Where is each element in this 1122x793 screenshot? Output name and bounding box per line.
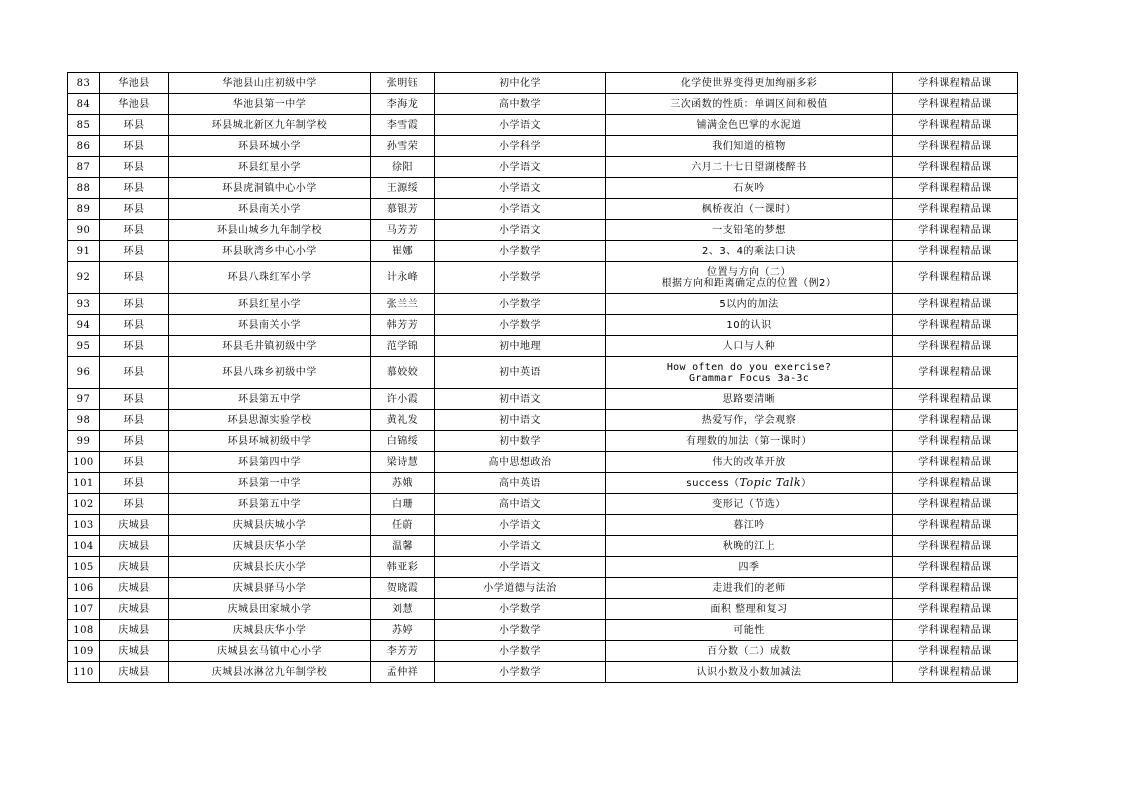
subject-cell: 初中语文 (435, 389, 606, 410)
school-cell: 庆城县驿马小学 (169, 578, 371, 599)
subject-cell: 小学数学 (435, 662, 606, 683)
school-cell: 环县八珠红军小学 (169, 262, 371, 294)
table-body (68, 73, 1018, 683)
row-number-cell: 89 (68, 199, 100, 220)
county-cell: 环县 (100, 357, 169, 389)
course-title-cell: 10的认识 (606, 315, 893, 336)
table-row (68, 431, 1018, 452)
subject-cell: 小学数学 (435, 641, 606, 662)
course-title-cell: 2、3、4的乘法口诀 (606, 241, 893, 262)
row-number-cell: 98 (68, 410, 100, 431)
subject-cell: 小学数学 (435, 315, 606, 336)
row-number-cell: 84 (68, 94, 100, 115)
table-row (68, 199, 1018, 220)
category-cell: 学科课程精品课 (893, 115, 1018, 136)
table-row (68, 73, 1018, 94)
subject-cell: 小学语文 (435, 115, 606, 136)
course-title-cell: 面积 整理和复习 (606, 599, 893, 620)
category-cell: 学科课程精品课 (893, 73, 1018, 94)
course-title-cell: 人口与人种 (606, 336, 893, 357)
table-row (68, 578, 1018, 599)
course-title-cell: 伟大的改革开放 (606, 452, 893, 473)
row-number-cell: 93 (68, 294, 100, 315)
category-cell: 学科课程精品课 (893, 641, 1018, 662)
table-row (68, 557, 1018, 578)
subject-cell: 初中数学 (435, 431, 606, 452)
teacher-cell: 计永峰 (371, 262, 435, 294)
county-cell: 庆城县 (100, 515, 169, 536)
subject-cell: 小学数学 (435, 241, 606, 262)
county-cell: 环县 (100, 410, 169, 431)
county-cell: 环县 (100, 136, 169, 157)
row-number-cell: 100 (68, 452, 100, 473)
county-cell: 环县 (100, 262, 169, 294)
category-cell: 学科课程精品课 (893, 94, 1018, 115)
row-number-cell: 102 (68, 494, 100, 515)
category-cell: 学科课程精品课 (893, 494, 1018, 515)
row-number-cell: 92 (68, 262, 100, 294)
course-title-cell: 认识小数及小数加减法 (606, 662, 893, 683)
row-number-cell: 87 (68, 157, 100, 178)
course-title-cell: 我们知道的植物 (606, 136, 893, 157)
category-cell: 学科课程精品课 (893, 262, 1018, 294)
county-cell: 环县 (100, 220, 169, 241)
teacher-cell: 白珊 (371, 494, 435, 515)
category-cell: 学科课程精品课 (893, 578, 1018, 599)
school-cell: 环县南关小学 (169, 199, 371, 220)
teacher-cell: 张明钰 (371, 73, 435, 94)
course-title-cell: 化学使世界变得更加绚丽多彩 (606, 73, 893, 94)
county-cell: 庆城县 (100, 599, 169, 620)
category-cell: 学科课程精品课 (893, 431, 1018, 452)
subject-cell: 小学数学 (435, 262, 606, 294)
course-title-cell: 可能性 (606, 620, 893, 641)
teacher-cell: 黄礼发 (371, 410, 435, 431)
subject-cell: 小学科学 (435, 136, 606, 157)
teacher-cell: 李芳芳 (371, 641, 435, 662)
course-title-cell: 秋晚的江上 (606, 536, 893, 557)
county-cell: 庆城县 (100, 641, 169, 662)
teacher-cell: 韩芳芳 (371, 315, 435, 336)
course-title-cell: 思路要清晰 (606, 389, 893, 410)
course-title-part: ） (801, 478, 812, 489)
table-row (68, 473, 1018, 494)
teacher-cell: 范学锦 (371, 336, 435, 357)
teacher-cell: 苏娥 (371, 473, 435, 494)
school-cell: 庆城县玄马镇中心小学 (169, 641, 371, 662)
category-cell: 学科课程精品课 (893, 389, 1018, 410)
subject-cell: 小学数学 (435, 599, 606, 620)
subject-cell: 初中地理 (435, 336, 606, 357)
table-row (68, 315, 1018, 336)
category-cell: 学科课程精品课 (893, 515, 1018, 536)
category-cell: 学科课程精品课 (893, 599, 1018, 620)
course-title-cell (606, 473, 893, 494)
table-row (68, 241, 1018, 262)
row-number-cell: 107 (68, 599, 100, 620)
county-cell: 环县 (100, 431, 169, 452)
course-title-part: success（ (686, 478, 740, 489)
table-row (68, 494, 1018, 515)
table-row (68, 389, 1018, 410)
row-number-cell: 94 (68, 315, 100, 336)
teacher-cell: 张兰兰 (371, 294, 435, 315)
teacher-cell: 梁诗慧 (371, 452, 435, 473)
subject-cell: 小学语文 (435, 178, 606, 199)
table-row (68, 452, 1018, 473)
school-cell: 环县红星小学 (169, 157, 371, 178)
table-row (68, 294, 1018, 315)
category-cell: 学科课程精品课 (893, 157, 1018, 178)
course-title-line: How often do you exercise? (666, 361, 832, 373)
school-cell: 环县毛井镇初级中学 (169, 336, 371, 357)
county-cell: 庆城县 (100, 662, 169, 683)
row-number-cell: 106 (68, 578, 100, 599)
course-title-line: Grammar Focus 3a-3c (688, 372, 810, 384)
row-number-cell: 97 (68, 389, 100, 410)
row-number-cell: 95 (68, 336, 100, 357)
subject-cell: 高中数学 (435, 94, 606, 115)
category-cell: 学科课程精品课 (893, 620, 1018, 641)
school-cell: 环县环城小学 (169, 136, 371, 157)
county-cell: 庆城县 (100, 536, 169, 557)
school-cell: 华池县第一中学 (169, 94, 371, 115)
table-row (68, 136, 1018, 157)
course-title-line: 根据方向和距离确定点的位置（例2） (661, 277, 837, 289)
county-cell: 庆城县 (100, 557, 169, 578)
course-title-part: Topic Talk (739, 476, 802, 489)
table-row (68, 220, 1018, 241)
course-title-cell: 暮江吟 (606, 515, 893, 536)
row-number-cell: 110 (68, 662, 100, 683)
table-row (68, 662, 1018, 683)
county-cell: 环县 (100, 241, 169, 262)
school-cell: 庆城县田家城小学 (169, 599, 371, 620)
school-cell: 环县耿湾乡中心小学 (169, 241, 371, 262)
category-cell: 学科课程精品课 (893, 410, 1018, 431)
table-row (68, 262, 1018, 294)
table-row (68, 178, 1018, 199)
row-number-cell: 101 (68, 473, 100, 494)
county-cell: 环县 (100, 473, 169, 494)
course-title-cell: 5以内的加法 (606, 294, 893, 315)
county-cell: 华池县 (100, 94, 169, 115)
teacher-cell: 崔娜 (371, 241, 435, 262)
subject-cell: 小学语文 (435, 515, 606, 536)
row-number-cell: 86 (68, 136, 100, 157)
school-cell: 环县虎洞镇中心小学 (169, 178, 371, 199)
subject-cell: 小学语文 (435, 536, 606, 557)
course-title-line: 位置与方向（二） (707, 266, 791, 278)
category-cell: 学科课程精品课 (893, 178, 1018, 199)
subject-cell: 高中英语 (435, 473, 606, 494)
subject-cell: 小学语文 (435, 199, 606, 220)
table-row (68, 515, 1018, 536)
course-title-cell: 六月二十七日望湖楼醉书 (606, 157, 893, 178)
row-number-cell: 108 (68, 620, 100, 641)
school-cell: 环县第五中学 (169, 389, 371, 410)
subject-cell: 小学数学 (435, 294, 606, 315)
subject-cell: 高中思想政治 (435, 452, 606, 473)
teacher-cell: 贺晓霞 (371, 578, 435, 599)
county-cell: 环县 (100, 178, 169, 199)
county-cell: 庆城县 (100, 578, 169, 599)
course-title-cell: 百分数（二）成数 (606, 641, 893, 662)
table-row (68, 536, 1018, 557)
county-cell: 庆城县 (100, 620, 169, 641)
subject-cell: 小学语文 (435, 220, 606, 241)
teacher-cell: 慕银芳 (371, 199, 435, 220)
school-cell: 环县红星小学 (169, 294, 371, 315)
teacher-cell: 任蔚 (371, 515, 435, 536)
row-number-cell: 109 (68, 641, 100, 662)
row-number-cell: 83 (68, 73, 100, 94)
course-title-cell: 三次函数的性质：单调区间和极值 (606, 94, 893, 115)
category-cell: 学科课程精品课 (893, 536, 1018, 557)
school-cell: 庆城县长庆小学 (169, 557, 371, 578)
row-number-cell: 99 (68, 431, 100, 452)
county-cell: 环县 (100, 389, 169, 410)
teacher-cell: 温馨 (371, 536, 435, 557)
category-cell: 学科课程精品课 (893, 220, 1018, 241)
table-row (68, 641, 1018, 662)
county-cell: 华池县 (100, 73, 169, 94)
table-row (68, 94, 1018, 115)
subject-cell: 初中英语 (435, 357, 606, 389)
category-cell: 学科课程精品课 (893, 357, 1018, 389)
row-number-cell: 103 (68, 515, 100, 536)
course-title-cell: 一支铅笔的梦想 (606, 220, 893, 241)
category-cell: 学科课程精品课 (893, 473, 1018, 494)
county-cell: 环县 (100, 294, 169, 315)
category-cell: 学科课程精品课 (893, 294, 1018, 315)
school-cell: 环县环城初级中学 (169, 431, 371, 452)
row-number-cell: 91 (68, 241, 100, 262)
school-cell: 华池县山庄初级中学 (169, 73, 371, 94)
school-cell: 庆城县庆华小学 (169, 620, 371, 641)
school-cell: 环县第四中学 (169, 452, 371, 473)
table-row (68, 620, 1018, 641)
course-title-cell: 走进我们的老师 (606, 578, 893, 599)
school-cell: 庆城县庆华小学 (169, 536, 371, 557)
course-title-cell: 四季 (606, 557, 893, 578)
teacher-cell: 韩亚彩 (371, 557, 435, 578)
county-cell: 环县 (100, 494, 169, 515)
row-number-cell: 90 (68, 220, 100, 241)
subject-cell: 小学语文 (435, 157, 606, 178)
teacher-cell: 徐阳 (371, 157, 435, 178)
row-number-cell: 104 (68, 536, 100, 557)
subject-cell: 小学数学 (435, 620, 606, 641)
county-cell: 环县 (100, 157, 169, 178)
county-cell: 环县 (100, 115, 169, 136)
row-number-cell: 96 (68, 357, 100, 389)
subject-cell: 高中语文 (435, 494, 606, 515)
course-title-cell: 铺满金色巴掌的水泥道 (606, 115, 893, 136)
course-list-table (67, 72, 1018, 683)
subject-cell: 小学语文 (435, 557, 606, 578)
school-cell: 环县思源实验学校 (169, 410, 371, 431)
school-cell: 环县八珠乡初级中学 (169, 357, 371, 389)
category-cell: 学科课程精品课 (893, 336, 1018, 357)
teacher-cell: 孙雪荣 (371, 136, 435, 157)
course-title-cell: 热爱写作，学会观察 (606, 410, 893, 431)
category-cell: 学科课程精品课 (893, 557, 1018, 578)
table-row (68, 115, 1018, 136)
table-row (68, 599, 1018, 620)
table-row (68, 357, 1018, 389)
category-cell: 学科课程精品课 (893, 315, 1018, 336)
school-cell: 环县南关小学 (169, 315, 371, 336)
teacher-cell: 苏婷 (371, 620, 435, 641)
course-title-cell (606, 357, 893, 389)
teacher-cell: 许小霞 (371, 389, 435, 410)
row-number-cell: 85 (68, 115, 100, 136)
county-cell: 环县 (100, 452, 169, 473)
county-cell: 环县 (100, 199, 169, 220)
course-title-cell: 有理数的加法（第一课时） (606, 431, 893, 452)
teacher-cell: 慕姣姣 (371, 357, 435, 389)
subject-cell: 初中语文 (435, 410, 606, 431)
teacher-cell: 马芳芳 (371, 220, 435, 241)
subject-cell: 初中化学 (435, 73, 606, 94)
course-title-cell: 石灰吟 (606, 178, 893, 199)
school-cell: 环县城北新区九年制学校 (169, 115, 371, 136)
teacher-cell: 李海龙 (371, 94, 435, 115)
table-row (68, 336, 1018, 357)
table-row (68, 410, 1018, 431)
school-cell: 环县第五中学 (169, 494, 371, 515)
category-cell: 学科课程精品课 (893, 662, 1018, 683)
teacher-cell: 孟仲祥 (371, 662, 435, 683)
county-cell: 环县 (100, 315, 169, 336)
category-cell: 学科课程精品课 (893, 136, 1018, 157)
category-cell: 学科课程精品课 (893, 199, 1018, 220)
category-cell: 学科课程精品课 (893, 452, 1018, 473)
school-cell: 环县第一中学 (169, 473, 371, 494)
course-title-cell (606, 262, 893, 294)
course-title-cell: 枫桥夜泊（一课时） (606, 199, 893, 220)
teacher-cell: 刘慧 (371, 599, 435, 620)
school-cell: 环县山城乡九年制学校 (169, 220, 371, 241)
school-cell: 庆城县庆城小学 (169, 515, 371, 536)
county-cell: 环县 (100, 336, 169, 357)
course-title-cell: 变形记（节选） (606, 494, 893, 515)
teacher-cell: 李雪霞 (371, 115, 435, 136)
row-number-cell: 105 (68, 557, 100, 578)
category-cell: 学科课程精品课 (893, 241, 1018, 262)
teacher-cell: 白锦绥 (371, 431, 435, 452)
school-cell: 庆城县冰淋岔九年制学校 (169, 662, 371, 683)
subject-cell: 小学道德与法治 (435, 578, 606, 599)
table-row (68, 157, 1018, 178)
teacher-cell: 王源绥 (371, 178, 435, 199)
row-number-cell: 88 (68, 178, 100, 199)
